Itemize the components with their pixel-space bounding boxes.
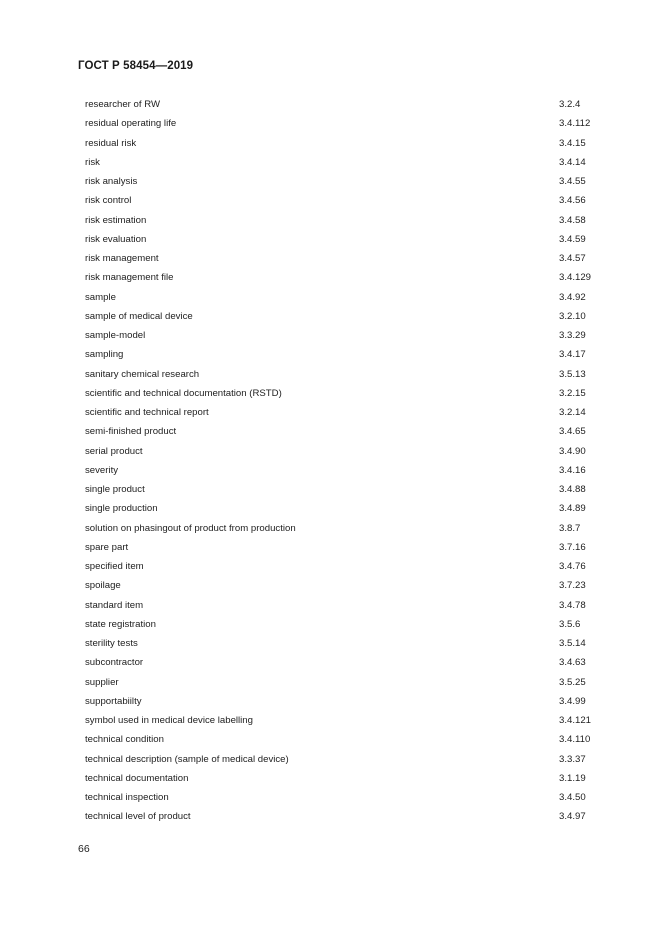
term-index xyxy=(85,95,605,827)
index-entry xyxy=(85,480,605,499)
entry-term: severity xyxy=(85,464,119,476)
entry-term: sample-model xyxy=(85,330,146,341)
index-entry xyxy=(85,134,605,153)
entry-term: single product xyxy=(85,484,145,495)
entry-reference: 3.4.97 xyxy=(559,811,586,823)
entry-term: sterility tests xyxy=(85,638,138,649)
entry-reference: 3.7.16 xyxy=(559,541,586,553)
entry-term: solution on phasingout of product from production xyxy=(85,522,296,534)
entry-reference: 3.5.13 xyxy=(559,368,586,380)
entry-reference: 3.4.63 xyxy=(559,657,586,669)
entry-reference: 3.2.14 xyxy=(559,407,586,418)
entry-term: sample of medical device xyxy=(85,310,193,322)
entry-reference: 3.4.89 xyxy=(559,503,586,515)
entry-reference: 3.4.15 xyxy=(559,137,586,149)
entry-reference: 3.4.57 xyxy=(559,253,586,264)
entry-term: specified item xyxy=(85,561,144,572)
entry-reference: 3.2.10 xyxy=(559,310,586,322)
index-entry xyxy=(85,211,605,230)
index-entry xyxy=(85,730,605,749)
entry-term: technical documentation xyxy=(85,772,189,784)
entry-reference: 3.8.7 xyxy=(559,522,581,534)
index-entry xyxy=(85,230,605,249)
entry-term: symbol used in medical device labelling xyxy=(85,715,253,726)
entry-term: risk management xyxy=(85,253,159,264)
entry-reference: 3.4.90 xyxy=(559,445,586,457)
entry-term: technical condition xyxy=(85,734,164,746)
entry-term: subcontractor xyxy=(85,657,144,669)
entry-reference: 3.4.88 xyxy=(559,484,586,495)
index-entry xyxy=(85,249,605,268)
index-entry xyxy=(85,95,605,114)
entry-term: residual operating life xyxy=(85,118,177,130)
index-entry xyxy=(85,673,605,692)
index-entry xyxy=(85,634,605,653)
index-entry xyxy=(85,365,605,384)
entry-term: scientific and technical documentation (RSTD) xyxy=(85,387,282,399)
entry-reference: 3.4.14 xyxy=(559,156,586,168)
entry-term: technical level of product xyxy=(85,811,191,823)
index-entry xyxy=(85,692,605,711)
entry-reference: 3.4.76 xyxy=(559,561,586,572)
entry-reference: 3.3.29 xyxy=(559,330,586,341)
index-entry xyxy=(85,519,605,538)
entry-reference: 3.3.37 xyxy=(559,753,586,765)
entry-term: supplier xyxy=(85,676,119,688)
index-entry xyxy=(85,711,605,730)
entry-reference: 3.4.55 xyxy=(559,176,586,187)
entry-term: spoilage xyxy=(85,580,121,592)
entry-reference: 3.4.50 xyxy=(559,792,586,803)
entry-reference: 3.4.121 xyxy=(559,715,592,726)
index-entry xyxy=(85,403,605,422)
index-entry xyxy=(85,345,605,364)
entry-reference: 3.4.129 xyxy=(559,272,592,284)
entry-term: supportabiilty xyxy=(85,695,142,707)
index-entry xyxy=(85,576,605,595)
index-entry xyxy=(85,788,605,807)
page-number: 66 xyxy=(78,843,90,855)
index-entry xyxy=(85,384,605,403)
entry-term: sample xyxy=(85,291,116,303)
entry-term: sanitary chemical research xyxy=(85,368,200,380)
entry-reference: 3.4.99 xyxy=(559,695,586,707)
entry-term: technical description (sample of medical device) xyxy=(85,753,289,765)
index-entry xyxy=(85,422,605,441)
entry-term: scientific and technical report xyxy=(85,407,209,418)
entry-term: risk control xyxy=(85,195,132,207)
entry-term: sampling xyxy=(85,349,124,361)
entry-reference: 3.4.56 xyxy=(559,195,586,207)
entry-term: spare part xyxy=(85,541,129,553)
entry-reference: 3.4.92 xyxy=(559,291,586,303)
entry-term: risk management file xyxy=(85,272,174,284)
index-entry xyxy=(85,769,605,788)
index-entry xyxy=(85,557,605,576)
entry-term: residual risk xyxy=(85,137,137,149)
index-entry xyxy=(85,326,605,345)
index-entry xyxy=(85,615,605,634)
index-entry xyxy=(85,307,605,326)
entry-reference: 3.2.4 xyxy=(559,99,581,110)
entry-reference: 3.4.59 xyxy=(559,233,586,245)
index-entry xyxy=(85,442,605,461)
entry-term: state registration xyxy=(85,618,156,630)
index-entry xyxy=(85,268,605,287)
entry-reference: 3.5.14 xyxy=(559,638,586,649)
entry-term: researcher of RW xyxy=(85,99,160,110)
entry-reference: 3.5.6 xyxy=(559,618,581,630)
entry-reference: 3.7.23 xyxy=(559,580,586,592)
index-entry xyxy=(85,750,605,769)
index-entry xyxy=(85,538,605,557)
entry-reference: 3.4.112 xyxy=(559,118,591,130)
entry-reference: 3.1.19 xyxy=(559,772,586,784)
entry-reference: 3.4.17 xyxy=(559,349,586,361)
index-entry xyxy=(85,461,605,480)
entry-term: semi-finished product xyxy=(85,426,177,438)
index-entry xyxy=(85,807,605,826)
entry-term: risk xyxy=(85,156,100,168)
index-entry xyxy=(85,191,605,210)
entry-reference: 3.4.78 xyxy=(559,599,586,611)
entry-reference: 3.4.58 xyxy=(559,214,586,226)
entry-reference: 3.4.65 xyxy=(559,426,586,438)
index-entry xyxy=(85,288,605,307)
entry-term: technical inspection xyxy=(85,792,169,803)
entry-reference: 3.4.16 xyxy=(559,464,586,476)
entry-reference: 3.5.25 xyxy=(559,676,586,688)
entry-term: serial product xyxy=(85,445,143,457)
entry-reference: 3.2.15 xyxy=(559,387,586,399)
index-entry xyxy=(85,596,605,615)
entry-reference: 3.4.110 xyxy=(559,734,591,746)
entry-term: risk evaluation xyxy=(85,233,147,245)
entry-term: single production xyxy=(85,503,158,515)
index-entry xyxy=(85,172,605,191)
index-entry xyxy=(85,499,605,518)
index-entry xyxy=(85,153,605,172)
entry-term: risk analysis xyxy=(85,176,138,187)
index-entry xyxy=(85,653,605,672)
index-entry xyxy=(85,114,605,133)
entry-term: standard item xyxy=(85,599,144,611)
document-header: ГОСТ Р 58454—2019 xyxy=(78,60,194,72)
entry-term: risk estimation xyxy=(85,214,147,226)
